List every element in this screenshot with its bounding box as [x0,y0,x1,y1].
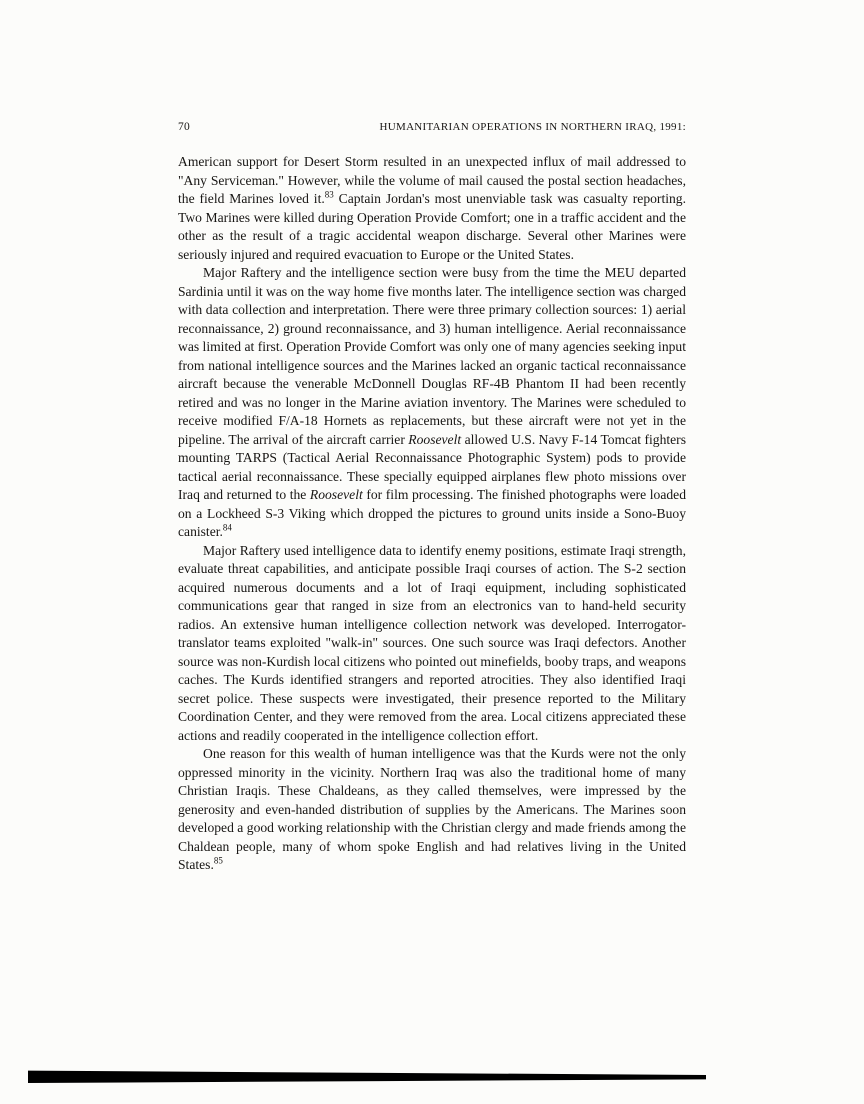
text-segment: allowed U.S. Navy F-14 Tomcat fighters mounting TARPS (Tactical Aerial Reconnaissance Photographic System) pods to provide tactical aerial reconnaissance. These specially equipped airplanes flew photo missions over Iraq and returned to the [178,431,686,502]
text-segment: American support for Desert Storm resulted in an unexpected influx of mail addressed to "Any Serviceman." However, while the volume of mail caused the postal section headaches, the field Marines loved it. [178,154,686,206]
page-header [178,121,686,133]
footnote-marker: 84 [222,522,232,533]
paragraph [178,745,686,875]
text-segment: Major Raftery and the intelligence section were busy from the time the MEU departed Sardinia until it was on the way home five months later. The intelligence section was charged with data collection and interpretation. There were three primary collection sources: 1) aerial reconnaissance, 2) ground reconnaissance, and 3) human intelligence. Aerial reconnaissance was limited at first. Operation Provide Comfort was only one of many agencies seeking input from national intelligence sources and the Marines lacked an organic tactical reconnaissance aircraft because the venerable McDonnell Douglas RF-4B Phantom II had been recently retired and was no longer in the Marine aviation inventory. The Marines were scheduled to receive modified F/A-18 Hornets as replacements, but these aircraft were not yet in the pipeline. The arrival of the aircraft carrier [178,265,686,447]
text-column [178,121,686,875]
text-segment: Major Raftery used intelligence data to identify enemy positions, estimate Iraqi strength, evaluate threat capabilities, and anticipate possible Iraqi courses of action. The S-2 section acquired numerous documents and a lot of Iraqi equipment, including sophisticated communications gear that ranged in size from an electronics van to hand-held security radios. An extensive human intelligence collection network was developed. Interrogator-translator teams exploited "walk-in" sources. One such source was Iraqi defectors. Another source was non-Kurdish local citizens who pointed out minefields, booby traps, and weapons caches. The Kurds identified strangers and reported atrocities. They also identified Iraqi secret police. These suspects were investigated, their presence reported to the Military Coordination Center, and they were removed from the area. Local citizens appreciated these actions and readily cooperated in the intelligence collection effort. [178,542,686,743]
body-text [178,153,686,875]
footnote-marker: 83 [324,189,334,200]
text-segment: for film processing. The finished photographs were loaded on a Lockheed S-3 Viking which dropped the pictures to ground units inside a Sono-Buoy canister. [178,487,686,539]
paragraph [178,542,686,746]
running-header: HUMANITARIAN OPERATIONS IN NORTHERN IRAQ, 1991: [379,121,686,133]
footnote-marker: 85 [213,855,223,866]
scan-artifact-bar [28,1070,706,1083]
paragraph [178,153,686,264]
text-segment: One reason for this wealth of human intelligence was that the Kurds were not the only oppressed minority in the vicinity. Northern Iraq was also the traditional home of many Christian Iraqis. These Chaldeans, as they called themselves, were impressed by the generosity and even-handed distribution of supplies by the Americans. The Marines soon developed a good working relationship with the Christian clergy and made friends among the Chaldean people, many of whom spoke English and had relatives living in the United States. [178,746,686,872]
page-number: 70 [178,121,191,133]
text-segment: Roosevelt [408,431,462,447]
text-segment: Roosevelt [309,487,363,502]
paragraph [178,264,686,542]
text-segment: Captain Jordan's most unenviable task was casualty reporting. Two Marines were killed during Operation Provide Comfort; one in a traffic accident and the other as the result of a tragic accidental weapon discharge. Several other Marines were seriously injured and required evacuation to Europe or the United States. [178,191,686,262]
